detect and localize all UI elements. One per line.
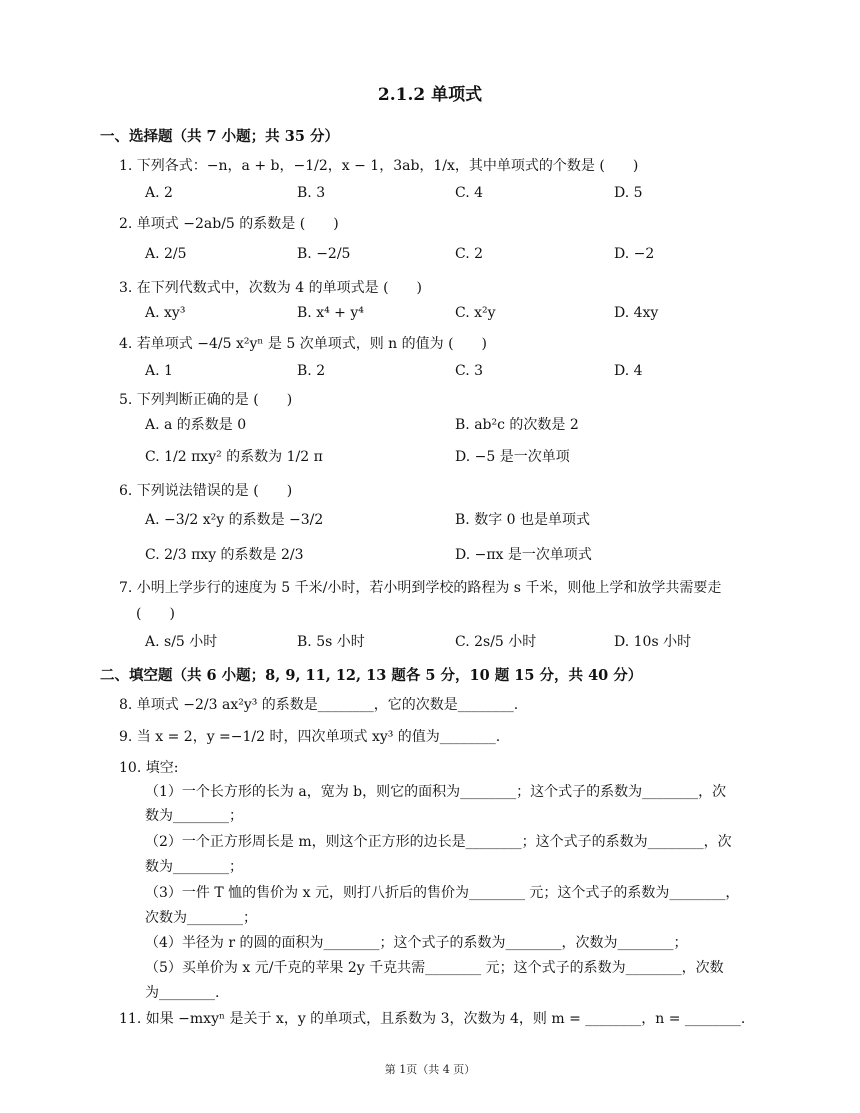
question-6-option-a: A. −3/2 x²y 的系数是 −3/2 bbox=[145, 512, 324, 528]
question-2-option-a: A. 2/5 bbox=[145, 246, 187, 262]
question-6-option-b: B. 数字 0 也是单项式 bbox=[455, 512, 590, 528]
question-10-part-3-cont: 次数为________； bbox=[145, 910, 257, 926]
question-3-stem: 3. 在下列代数式中，次数为 4 的单项式是 ( ) bbox=[119, 280, 422, 296]
question-1-stem: 1. 下列各式：−n，a + b，−1/2，x − 1，3ab，1/x，其中单项式的个数是 ( ) bbox=[119, 158, 639, 174]
question-6-stem: 6. 下列说法错误的是 ( ) bbox=[119, 483, 293, 499]
question-2-option-d: D. −2 bbox=[614, 246, 655, 262]
question-4-option-c: C. 3 bbox=[455, 363, 484, 379]
question-5-option-a: A. a 的系数是 0 bbox=[145, 417, 247, 433]
question-3-option-c: C. x²y bbox=[455, 305, 496, 321]
question-5-option-c: C. 1/2 πxy² 的系数为 1/2 π bbox=[145, 449, 323, 465]
question-5-option-b: B. ab²c 的次数是 2 bbox=[455, 417, 579, 433]
question-1-option-d: D. 5 bbox=[614, 185, 643, 201]
question-7-option-a: A. s/5 小时 bbox=[145, 634, 218, 650]
question-7-option-d: D. 10s 小时 bbox=[614, 634, 692, 650]
question-4-stem: 4. 若单项式 −4/5 x²yⁿ 是 5 次单项式，则 n 的值为 ( ) bbox=[119, 336, 487, 352]
question-3-option-a: A. xy³ bbox=[145, 305, 186, 321]
section-heading-choice: 一、选择题（共 7 小题；共 35 分） bbox=[100, 128, 339, 145]
question-10-stem: 10. 填空: bbox=[119, 760, 179, 776]
question-7-stem: 7. 小明上学步行的速度为 5 千米/小时，若小明到学校的路程为 s 千米，则他上学和放学共需要走 bbox=[119, 580, 722, 596]
section-heading-fill-in: 二、填空题（共 6 小题；8, 9, 11, 12, 13 题各 5 分，10 题 15 分，共 40 分） bbox=[100, 667, 643, 684]
question-3-option-d: D. 4xy bbox=[614, 305, 659, 321]
question-4-option-d: D. 4 bbox=[614, 363, 643, 379]
question-5-stem: 5. 下列判断正确的是 ( ) bbox=[119, 392, 293, 408]
question-1-option-c: C. 4 bbox=[455, 185, 484, 201]
question-1-option-b: B. 3 bbox=[297, 185, 326, 201]
question-6-option-d: D. −πx 是一次单项式 bbox=[455, 547, 592, 563]
question-9: 9. 当 x = 2，y =−1/2 时，四次单项式 xy³ 的值为________. bbox=[119, 729, 501, 745]
question-3-option-b: B. x⁴ + y⁴ bbox=[297, 305, 364, 321]
question-1-option-a: A. 2 bbox=[145, 185, 173, 201]
question-10-part-2: （2）一个正方形周长是 m，则这个正方形的边长是________；这个式子的系数为________，次 bbox=[145, 834, 732, 850]
question-10-part-5-cont: 为________. bbox=[145, 985, 220, 1001]
question-10-part-2-cont: 数为________； bbox=[145, 859, 243, 875]
page-title: 2.1.2 单项式 bbox=[377, 85, 483, 105]
question-4-option-b: B. 2 bbox=[297, 363, 326, 379]
question-10-part-1-cont: 数为________； bbox=[145, 808, 243, 824]
question-10-part-5: （5）买单价为 x 元/千克的苹果 2y 千克共需________ 元；这个式子的系数为________，次数 bbox=[145, 960, 724, 976]
page-footer: 第 1页（共 4 页） bbox=[384, 1063, 476, 1076]
question-5-option-d: D. −5 是一次单项 bbox=[455, 449, 570, 465]
question-7-option-c: C. 2s/5 小时 bbox=[455, 634, 537, 650]
question-2-option-b: B. −2/5 bbox=[297, 246, 351, 262]
question-2-option-c: C. 2 bbox=[455, 246, 484, 262]
question-4-option-a: A. 1 bbox=[145, 363, 173, 379]
question-8: 8. 单项式 −2/3 ax²y³ 的系数是________，它的次数是________. bbox=[119, 697, 519, 713]
question-10-part-3: （3）一件 T 恤的售价为 x 元，则打八折后的售价为________ 元；这个式子的系数为________， bbox=[145, 885, 740, 901]
question-11: 11. 如果 −mxyⁿ 是关于 x，y 的单项式，且系数为 3，次数为 4，则 m = ________，n = ________. bbox=[119, 1011, 746, 1027]
question-10-part-4: （4）半径为 r 的圆的面积为________；这个式子的系数为________，次数为________； bbox=[145, 935, 688, 951]
question-7-option-b: B. 5s 小时 bbox=[297, 634, 365, 650]
question-10-part-1: （1）一个长方形的长为 a，宽为 b，则它的面积为________；这个式子的系数为________，次 bbox=[145, 784, 727, 800]
question-6-option-c: C. 2/3 πxy 的系数是 2/3 bbox=[145, 547, 304, 563]
question-7-answer-bracket: ( ) bbox=[136, 606, 175, 622]
question-2-stem: 2. 单项式 −2ab/5 的系数是 ( ) bbox=[119, 216, 339, 232]
